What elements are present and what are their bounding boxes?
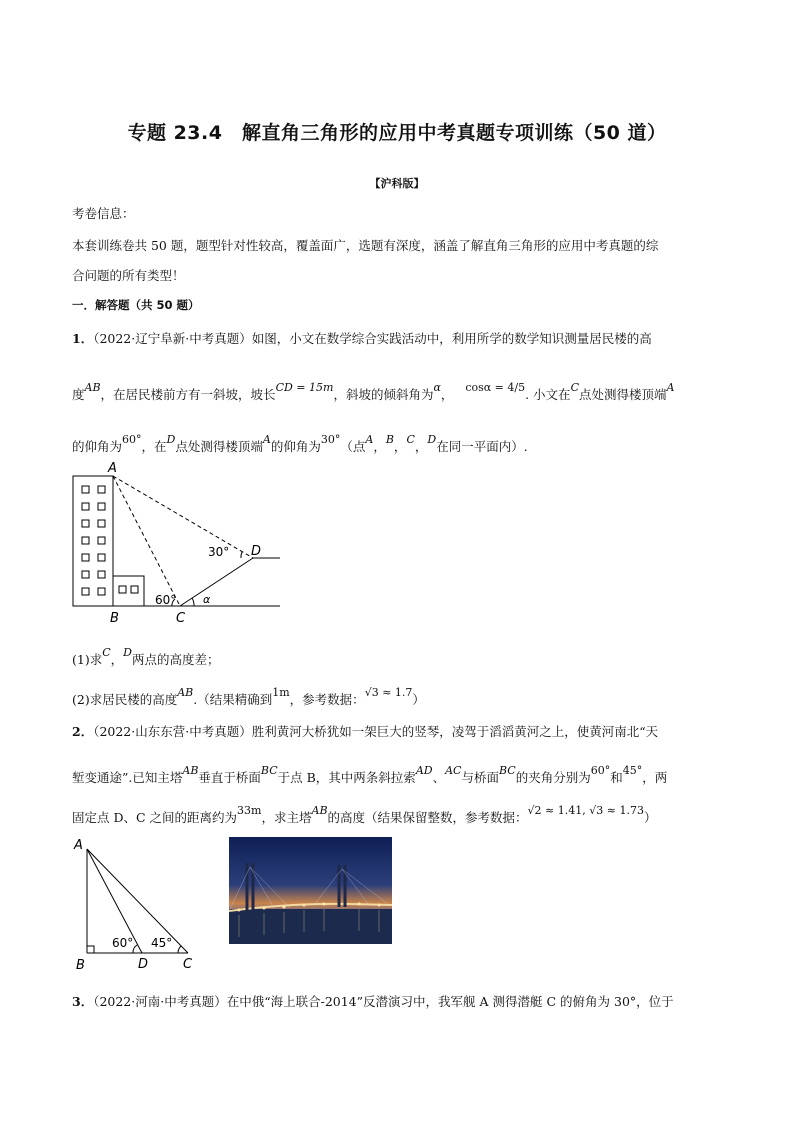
q1-math-ab: AB bbox=[177, 686, 194, 699]
q1-text-1: （2022·辽宁阜新·中考真题）如图，小文在数学综合实践活动中，利用所学的数学知识测量居民楼的高 bbox=[93, 331, 652, 346]
q2-text-1: （2022·山东东营·中考真题）胜利黄河大桥犹如一架巨大的竖琴，凌驾于滔滔黄河之上，使黄河南北“天 bbox=[93, 724, 659, 739]
q1-fig-slope-cd bbox=[180, 558, 253, 606]
q1-math-sqrt3: √3 ≈ 1.7 bbox=[364, 686, 413, 699]
q1-text: ，在 bbox=[141, 439, 167, 454]
q2-fig-label-d: D bbox=[138, 957, 149, 972]
q1-math-30: 30° bbox=[320, 433, 341, 446]
q1-text: ，斜坡的倾斜角为 bbox=[333, 387, 434, 402]
q1-text: . 小文在 bbox=[525, 387, 571, 402]
q2-fig-arc-60 bbox=[133, 945, 137, 953]
q1-math-cos: cosα = 4/5 bbox=[465, 381, 526, 394]
q1-math-ab: AB bbox=[84, 381, 101, 394]
q2-fig-label-c: C bbox=[183, 957, 193, 972]
q1-line-1 bbox=[72, 329, 652, 347]
info-line-1: 本套训练卷共 50 题，题型针对性较高，覆盖面广，选题有深度，涵盖了解直角三角形的应用中考真题的综 bbox=[72, 238, 659, 253]
q1-math-d: D bbox=[427, 433, 437, 446]
q1-sub-2 bbox=[72, 686, 425, 708]
q2-fig-label-60: 60° bbox=[112, 936, 134, 950]
q1-sub1-text: (1)求 bbox=[72, 652, 103, 667]
q1-fig-sightline-ad bbox=[113, 476, 253, 558]
q2-text: 垂直于桥面 bbox=[198, 770, 261, 785]
q1-fig-arc-30 bbox=[241, 552, 242, 558]
q1-sub1-text: ， bbox=[110, 652, 124, 667]
q2-text: ，两 bbox=[642, 770, 668, 785]
q1-math-60: 60° bbox=[122, 433, 142, 446]
q3-line-1 bbox=[72, 992, 674, 1010]
q3-number: 3． bbox=[72, 994, 94, 1009]
q2-math-ab: AB bbox=[311, 804, 328, 817]
q2-math-bc: BC bbox=[260, 764, 278, 777]
q2-math-60: 60° bbox=[590, 764, 611, 777]
q1-fig-building bbox=[73, 476, 113, 606]
info-label: 考卷信息： bbox=[72, 206, 135, 221]
q1-fig-label-c: C bbox=[176, 611, 186, 626]
q1-text: 点处测得楼顶端 bbox=[578, 387, 667, 402]
q1-text: ， bbox=[373, 439, 386, 454]
info-line-2: 合问题的所有类型！ bbox=[72, 268, 185, 283]
edition-label: 【沪科版】 bbox=[369, 177, 425, 190]
q1-sub2-text: ，参考数据： bbox=[289, 692, 365, 707]
q1-math-b: B bbox=[385, 433, 394, 446]
q1-line-3 bbox=[72, 433, 528, 455]
q2-fig-cable-ac bbox=[87, 849, 188, 953]
q2-math-ad: AD bbox=[415, 764, 433, 777]
q2-text: 、 bbox=[432, 770, 446, 785]
q1-fig-label-alpha: α bbox=[203, 593, 211, 606]
q2-fig-label-45: 45° bbox=[151, 936, 173, 950]
q2-math-ab: AB bbox=[182, 764, 199, 777]
q1-sub-1 bbox=[72, 646, 220, 668]
q2-fig-label-a: A bbox=[74, 838, 83, 853]
q1-math-c: C bbox=[570, 381, 579, 394]
q1-sub1-text: 两点的高度差； bbox=[131, 652, 220, 667]
q1-text: 的仰角为 bbox=[270, 439, 321, 454]
q1-math-cd: CD = 15m bbox=[275, 381, 334, 394]
q1-math-1m: 1m bbox=[272, 686, 290, 699]
q1-math-d: D bbox=[166, 433, 176, 446]
q1-sub2-text: .（结果精确到 bbox=[193, 692, 273, 707]
q1-fig-label-d: D bbox=[251, 544, 262, 559]
q2-number: 2． bbox=[72, 724, 94, 739]
q1-text: 在同一平面内）. bbox=[436, 439, 528, 454]
q1-sub2-text: ） bbox=[412, 692, 425, 707]
q3-text-1: （2022·河南·中考真题）在中俄“海上联合-2014”反潜演习中，我军舰 A 测得潜艇 C 的俯角为 30°，位于 bbox=[93, 994, 674, 1009]
q1-math-c: C bbox=[102, 646, 111, 659]
q2-text: 和 bbox=[610, 770, 623, 785]
q1-sub2-text: (2)求居民楼的高度 bbox=[72, 692, 178, 707]
q2-math-sqrt: √2 ≈ 1.41, √3 ≈ 1.73 bbox=[527, 804, 644, 817]
q1-text: ， bbox=[393, 439, 407, 454]
q2-line-3 bbox=[72, 804, 657, 826]
q1-line-2 bbox=[72, 381, 675, 403]
q1-figure bbox=[68, 458, 288, 628]
q2-math-bc: BC bbox=[498, 764, 516, 777]
photo-water bbox=[229, 909, 392, 944]
q2-line-1 bbox=[72, 722, 658, 740]
q1-fig-annex bbox=[113, 576, 144, 606]
q1-fig-label-30: 30° bbox=[208, 545, 230, 559]
q1-math-a: A bbox=[365, 433, 374, 446]
q1-fig-label-b: B bbox=[110, 611, 119, 626]
q2-text: 堑变通途”.已知主塔 bbox=[72, 770, 183, 785]
q1-text: ， bbox=[414, 439, 428, 454]
q1-number: 1． bbox=[72, 331, 94, 346]
q2-text: 的夹角分别为 bbox=[515, 770, 591, 785]
q2-bridge-photo bbox=[229, 837, 392, 944]
q2-math-45: 45° bbox=[622, 764, 643, 777]
q2-fig-label-b: B bbox=[76, 958, 85, 973]
q1-fig-windows bbox=[82, 486, 138, 595]
q2-text: 的高度（结果保留整数，参考数据： bbox=[327, 810, 528, 825]
q2-fig-arc-45 bbox=[178, 946, 181, 953]
q2-text: 固定点 D、C 之间的距离约为 bbox=[72, 810, 238, 825]
q2-line-2 bbox=[72, 764, 668, 786]
q1-text: 的仰角为 bbox=[72, 439, 123, 454]
q1-math-a: A bbox=[262, 433, 271, 446]
q1-math-a: A bbox=[666, 381, 675, 394]
q1-text: ，在居民楼前方有一斜坡，坡长 bbox=[100, 387, 276, 402]
section-heading: 一．解答题（共 50 题） bbox=[72, 298, 200, 312]
q2-fig-right-angle bbox=[87, 946, 94, 953]
q2-math-33m: 33m bbox=[237, 804, 262, 817]
q1-text: 度 bbox=[72, 387, 85, 402]
q1-math-d: D bbox=[123, 646, 132, 659]
q2-figure bbox=[70, 835, 200, 975]
q1-math-alpha: α bbox=[433, 381, 441, 394]
document-title: 专题 23.4 解直角三角形的应用中考真题专项训练（50 道） bbox=[127, 122, 667, 144]
q1-fig-label-60: 60° bbox=[155, 593, 177, 607]
q1-math-c: C bbox=[406, 433, 415, 446]
q2-text: ） bbox=[643, 810, 657, 825]
q1-text: ， bbox=[440, 387, 454, 402]
q2-text: 于点 B，其中两条斜拉索 bbox=[277, 770, 416, 785]
q2-text: 与桥面 bbox=[461, 770, 499, 785]
q2-math-ac: AC bbox=[445, 764, 462, 777]
bridge-photo-image bbox=[229, 837, 392, 944]
q1-text: （点 bbox=[340, 439, 366, 454]
q2-text: ，求主塔 bbox=[261, 810, 312, 825]
q1-fig-label-a: A bbox=[108, 461, 117, 476]
q1-fig-arc-alpha bbox=[192, 598, 194, 606]
q1-text: 点处测得楼顶端 bbox=[175, 439, 263, 454]
